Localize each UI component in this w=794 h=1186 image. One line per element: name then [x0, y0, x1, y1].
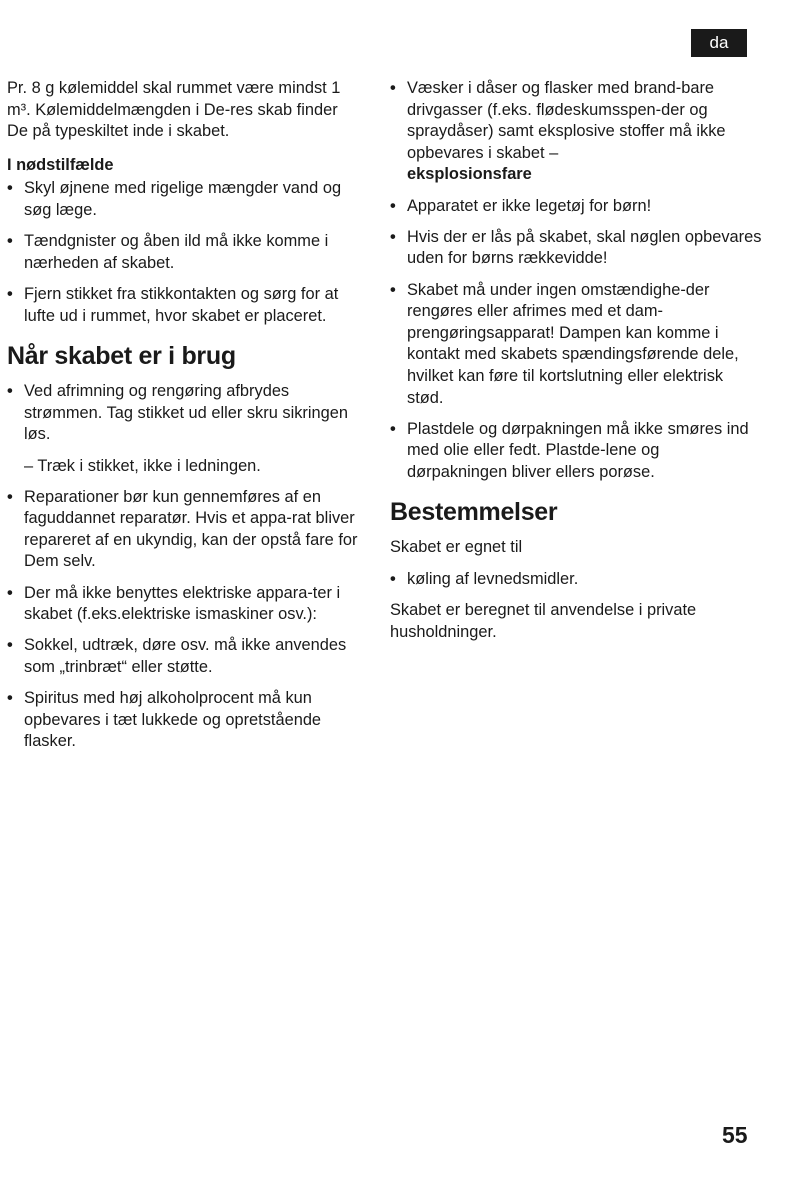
list-item: [390, 569, 762, 591]
bullet-icon: •: [7, 284, 13, 303]
list-item: [7, 231, 362, 274]
list-item-text: Tændgnister og åben ild må ikke komme i nærheden af skabet.: [24, 232, 329, 272]
explosion-warning: eksplosionsfare: [407, 165, 532, 184]
list-item: [390, 78, 762, 186]
list-item: [7, 284, 362, 327]
list-item-text: Sokkel, udtræk, døre osv. må ikke anvendes som „trinbræt“ eller støtte.: [24, 636, 347, 677]
list-item-text: Spiritus med høj alkoholprocent må kun opbevares i tæt lukkede og opretstående flasker.: [24, 689, 322, 751]
list-item: [7, 487, 362, 573]
bullet-icon: •: [7, 636, 13, 655]
bullet-icon: •: [7, 382, 13, 401]
bullet-icon: •: [390, 419, 396, 438]
bullet-icon: •: [390, 570, 396, 589]
use-list-continued: [7, 487, 362, 753]
list-item: [390, 227, 762, 270]
bullet-icon: •: [390, 196, 396, 215]
list-item-text: køling af levnedsmidler.: [407, 570, 579, 589]
bullet-icon: •: [390, 280, 396, 299]
list-item-text: Apparatet er ikke legetøj for børn!: [407, 196, 652, 215]
list-item-text: Væsker i dåser og flasker med brand-bare drivgasser (f.eks. flødeskumsspen-der og spraydåser) samt eksplosive stoffer må ikke opbevares i skabet –: [407, 79, 726, 162]
list-item-text: Skabet må under ingen omstændighe-der rengøres eller afrimes med et dam-prengøringsapparat! Dampen kan komme i kontakt med skabets spændingsførende dele, hvilket kan føre til kortslutning eller elektrisk stød.: [407, 280, 739, 407]
list-item: [7, 635, 362, 678]
list-item: [7, 583, 362, 626]
bullet-icon: •: [7, 487, 13, 506]
list-item-text: Skyl øjnene med rigelige mængder vand og søg læge.: [24, 179, 342, 219]
list-item-text: Ved afrimning og rengøring afbrydes strømmen. Tag stikket ud eller skru sikringen løs.: [24, 382, 348, 444]
list-item: [390, 419, 762, 484]
emergency-list: [7, 178, 362, 327]
bullet-icon: •: [7, 232, 13, 251]
page-number: 55: [722, 1122, 748, 1148]
language-badge: da: [691, 29, 747, 57]
list-item-text: Reparationer bør kun gennemføres af en faguddannet reparatør. Hvis et appa-rat bliver repareret af en ukyndig, kan der opstå fare for Dem selv.: [24, 487, 358, 571]
section-title-regulations: Bestemmelser: [390, 498, 558, 527]
list-item: [390, 196, 762, 218]
bullet-icon: •: [390, 227, 396, 246]
list-item-text: Der må ikke benyttes elektriske appara-ter i skabet (f.eks.elektriske ismaskiner osv.):: [24, 583, 341, 624]
safety-list: [390, 78, 762, 483]
list-item: [7, 688, 362, 753]
bullet-icon: •: [7, 583, 13, 602]
left-column: [7, 78, 362, 763]
list-item: [7, 381, 362, 446]
list-item-text: Hvis der er lås på skabet, skal nøglen opbevares uden for børns rækkevidde!: [407, 227, 762, 268]
emergency-heading: I nødstilfælde: [7, 155, 114, 174]
intro-paragraph: Pr. 8 g kølemiddel skal rummet være mindst 1 m³. Kølemiddelmængden i De-res skab finder De på typeskiltet inde i skabet.: [7, 79, 341, 141]
section-title-in-use: Når skabet er i brug: [7, 342, 236, 371]
list-item-text: Fjern stikket fra stikkontakten og sørg for at lufte ud i rummet, hvor skabet er placeret.: [24, 284, 339, 325]
bullet-icon: •: [390, 79, 396, 97]
pull-plug-note: – Træk i stikket, ikke i ledningen.: [24, 456, 261, 475]
list-item: [7, 178, 362, 221]
right-column: [390, 78, 762, 643]
list-item-text: Plastdele og dørpakningen må ikke smøres ind med olie eller fedt. Plastde-lene og dørpakningen bliver ellers porøse.: [407, 419, 749, 481]
bullet-icon: •: [7, 179, 13, 198]
bullet-icon: •: [7, 689, 13, 708]
use-list: [7, 381, 362, 446]
intended-use-text: Skabet er beregnet til anvendelse i private husholdninger.: [390, 601, 697, 641]
suited-for-text: Skabet er egnet til: [390, 538, 523, 557]
list-item: [390, 280, 762, 410]
suited-list: [390, 569, 762, 591]
